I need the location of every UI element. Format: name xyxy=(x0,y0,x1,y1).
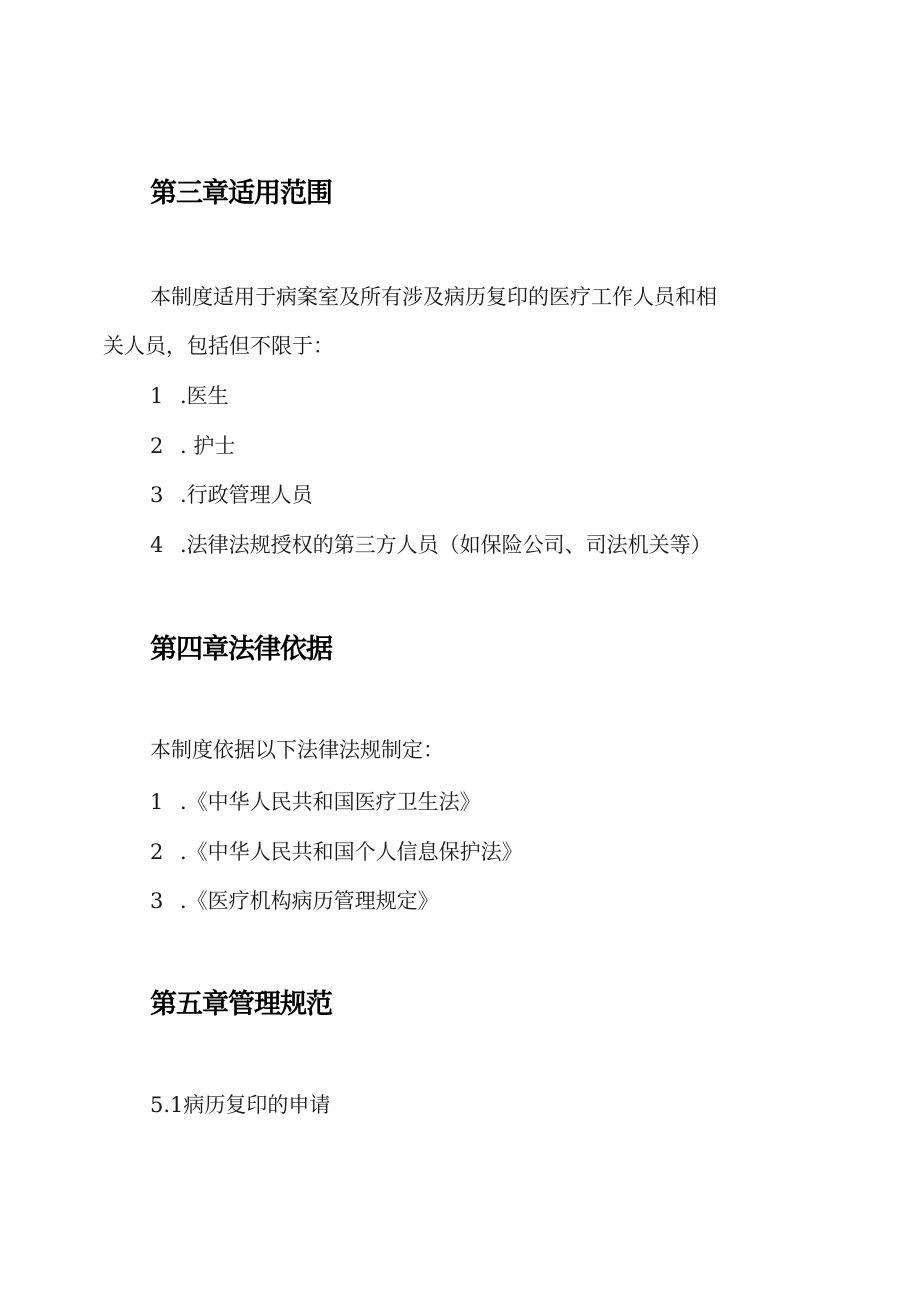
list-item-text: .《中华人民共和国医疗卫生法》 xyxy=(180,790,481,814)
list-item-text: .《医疗机构病历管理规定》 xyxy=(180,889,439,913)
list-item-number: 3 xyxy=(150,889,164,913)
chapter-3-list-item-4 xyxy=(150,535,712,556)
section-5-1-heading: 5.1病历复印的申请 xyxy=(150,1093,331,1117)
chapter-4-list-item-3 xyxy=(150,891,439,912)
chapter-4-title: 第四章法律依据 xyxy=(150,634,332,665)
chapter-3-list-item-1 xyxy=(150,386,229,407)
list-item-number: 3 xyxy=(150,483,164,507)
chapter-5-title: 第五章管理规范 xyxy=(150,989,332,1020)
list-item-text: .行政管理人员 xyxy=(180,483,313,507)
chapter-4-list-item-2 xyxy=(150,842,523,863)
list-item-text: .《中华人民共和国个人信息保护法》 xyxy=(180,840,523,864)
list-item-text: .法律法规授权的第三方人员（如保险公司、司法机关等） xyxy=(180,533,712,557)
list-item-number: 1 xyxy=(150,790,164,814)
chapter-4-list-item-1 xyxy=(150,792,481,813)
list-item-number: 2 xyxy=(150,434,164,458)
list-item-number: 2 xyxy=(150,840,164,864)
chapter-3-list-item-3 xyxy=(150,485,313,506)
list-item-number: 1 xyxy=(150,384,164,408)
list-item-number: 4 xyxy=(150,533,164,557)
chapter-3-list-item-2 xyxy=(150,436,235,457)
chapter-3-intro-line-2: 关人员，包括但不限于： xyxy=(103,334,334,358)
list-item-text: .医生 xyxy=(180,384,229,408)
chapter-3-title: 第三章适用范围 xyxy=(150,178,332,209)
chapter-3-intro-line-1: 本制度适用于病案室及所有涉及病历复印的医疗工作人员和相 xyxy=(150,285,717,309)
chapter-4-intro: 本制度依据以下法律法规制定： xyxy=(150,738,444,762)
list-item-text: . 护士 xyxy=(180,434,236,458)
